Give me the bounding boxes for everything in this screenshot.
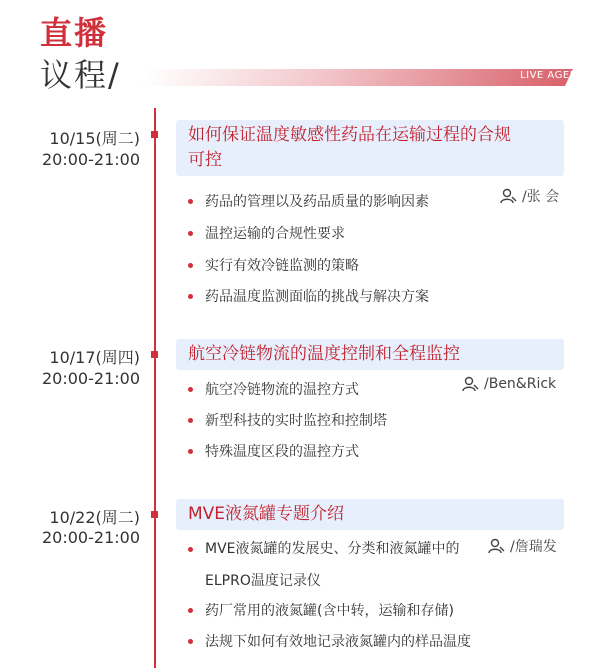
live-agenda-tag: LIVE AGENDA (520, 70, 593, 81)
session-3-marker (151, 511, 158, 518)
list-item: 温控运输的合规性要求 (188, 223, 345, 245)
list-item: 实行有效冷链监测的策略 (188, 255, 359, 277)
title-main: 直播 (40, 14, 109, 52)
session-3-date: 10/22(周二) (49, 508, 140, 527)
list-item: 药厂常用的液氮罐(含中转，运输和存储) (188, 600, 454, 622)
list-item: 新型科技的实时监控和控制塔 (188, 410, 387, 432)
list-item: 法规下如何有效地记录液氮罐内的样品温度 (188, 631, 471, 653)
session-3-topic-box (176, 499, 564, 530)
session-1-date: 10/15(周二) (49, 129, 140, 148)
bullet-dot (188, 231, 193, 236)
bullet-dot (188, 639, 193, 644)
session-1-marker (151, 131, 158, 138)
session-3-speaker (488, 536, 557, 556)
session-2-topic: 航空冷链物流的温度控制和全程监控 (188, 344, 460, 364)
bullet-dot (188, 547, 193, 552)
session-1-speaker (500, 186, 559, 206)
speaker-icon (500, 188, 518, 204)
session-1-topic: 如何保证温度敏感性药品在运输过程的合规可控 (188, 125, 511, 170)
session-2-speaker-name: /Ben&Rick (484, 376, 557, 392)
session-1-speaker-name: /张 会 (522, 189, 560, 205)
list-item: 药品的管理以及药品质量的影响因素 (188, 191, 429, 213)
speaker-icon (462, 376, 480, 392)
session-2-date: 10/17(周四) (49, 348, 140, 367)
list-item: 航空冷链物流的温控方式 (188, 379, 359, 401)
bullet-dot (188, 608, 193, 613)
session-2-time: 20:00-21:00 (42, 369, 140, 388)
session-3-time: 20:00-21:00 (42, 528, 140, 547)
bullet-dot (188, 294, 193, 299)
list-item: MVE液氮罐的发展史、分类和液氮罐中的ELPRO温度记录仪 (188, 533, 483, 597)
bullet-dot (188, 263, 193, 268)
bullet-dot (188, 449, 193, 454)
list-item: 特殊温度区段的温控方式 (188, 441, 359, 463)
bullet-dot (188, 199, 193, 204)
session-1-time: 20:00-21:00 (42, 150, 140, 169)
session-1-topic-box (176, 120, 564, 176)
list-item: 药品温度监测面临的挑战与解决方案 (188, 286, 429, 308)
session-3-topic: MVE液氮罐专题介绍 (188, 504, 345, 524)
session-2-topic-box (176, 339, 564, 370)
timeline-line (154, 108, 156, 668)
session-3-speaker-name: /詹瑞发 (510, 539, 557, 555)
session-2-marker (151, 351, 158, 358)
session-2-speaker (462, 376, 556, 392)
bullet-dot (188, 418, 193, 423)
title-sub: 议程/ (40, 56, 121, 94)
speaker-icon (488, 538, 506, 554)
bullet-dot (188, 387, 193, 392)
